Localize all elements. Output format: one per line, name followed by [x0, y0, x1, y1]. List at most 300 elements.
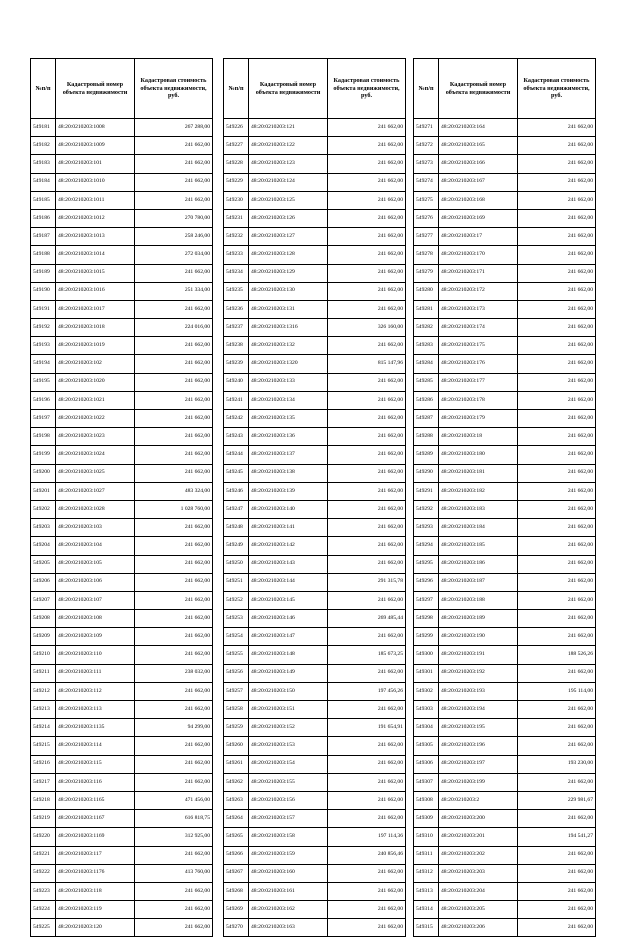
- cadastral-number: 48:20:0210203:178: [439, 391, 518, 409]
- row-number: 549192: [31, 319, 56, 337]
- cadastral-number: 48:20:0210203:201: [439, 828, 518, 846]
- row-number: 549249: [224, 537, 249, 555]
- cadastral-number: 48:20:0210203:158: [249, 828, 328, 846]
- row-number: 549268: [224, 882, 249, 900]
- cadastral-number: 48:20:0210203:130: [249, 282, 328, 300]
- row-number: 549266: [224, 846, 249, 864]
- cadastral-value: 241 662,00: [328, 864, 406, 882]
- cadastral-table-1: [30, 58, 213, 937]
- row-number: 549272: [414, 137, 439, 155]
- row-number: 549201: [31, 482, 56, 500]
- cadastral-value: 241 662,00: [518, 701, 596, 719]
- cadastral-value: 241 662,00: [518, 500, 596, 518]
- cadastral-number: 48:20:0210203:1320: [249, 355, 328, 373]
- table-row: [224, 519, 406, 537]
- cadastral-number: 48:20:0210203:192: [439, 664, 518, 682]
- table-row: [224, 355, 406, 373]
- row-number: 549236: [224, 300, 249, 318]
- cadastral-number: 48:20:0210203:1169: [56, 828, 135, 846]
- table-row: [414, 701, 596, 719]
- table-row: [224, 919, 406, 937]
- cadastral-number: 48:20:0210203:177: [439, 373, 518, 391]
- row-number: 549191: [31, 300, 56, 318]
- cadastral-value: 241 662,00: [135, 737, 213, 755]
- cadastral-value: 238 032,00: [135, 664, 213, 682]
- table-row: [224, 864, 406, 882]
- row-number: 549215: [31, 737, 56, 755]
- cadastral-number: 48:20:0210203:1135: [56, 719, 135, 737]
- table-row: [31, 155, 213, 173]
- cadastral-number: 48:20:0210203:104: [56, 537, 135, 555]
- cadastral-number: 48:20:0210203:1024: [56, 446, 135, 464]
- row-number: 549209: [31, 628, 56, 646]
- row-number: 549281: [414, 300, 439, 318]
- cadastral-number: 48:20:0210203:194: [439, 701, 518, 719]
- row-number: 549216: [31, 755, 56, 773]
- cadastral-number: 48:20:0210203:1016: [56, 282, 135, 300]
- cadastral-number: 48:20:0210203:1019: [56, 337, 135, 355]
- cadastral-value: 241 662,00: [135, 391, 213, 409]
- cadastral-number: 48:20:0210203:132: [249, 337, 328, 355]
- cadastral-number: 48:20:0210203:202: [439, 846, 518, 864]
- table-row: [224, 209, 406, 227]
- table-row: [224, 482, 406, 500]
- table-row: [414, 864, 596, 882]
- table-row: [31, 319, 213, 337]
- table-row: [414, 664, 596, 682]
- cadastral-value: 241 662,00: [518, 464, 596, 482]
- table-row: [224, 119, 406, 137]
- cadastral-number: 48:20:0210203:1017: [56, 300, 135, 318]
- table-row: [414, 919, 596, 937]
- cadastral-number: 48:20:0210203:101: [56, 155, 135, 173]
- cadastral-value: 241 662,00: [135, 628, 213, 646]
- row-number: 549293: [414, 519, 439, 537]
- cadastral-number: 48:20:0210203:114: [56, 737, 135, 755]
- table-row: [224, 137, 406, 155]
- cadastral-value: 241 662,00: [518, 428, 596, 446]
- cadastral-value: 241 662,00: [518, 155, 596, 173]
- row-number: 549228: [224, 155, 249, 173]
- row-number: 549298: [414, 610, 439, 628]
- row-number: 549188: [31, 246, 56, 264]
- cadastral-value: 241 662,00: [135, 410, 213, 428]
- cadastral-number: 48:20:0210203:181: [439, 464, 518, 482]
- cadastral-value: 312 925,00: [135, 828, 213, 846]
- row-number: 549187: [31, 228, 56, 246]
- header-value: Кадастровая стоимость объекта недвижимости, руб.: [328, 59, 406, 119]
- row-number: 549258: [224, 701, 249, 719]
- cadastral-number: 48:20:0210203:106: [56, 573, 135, 591]
- row-number: 549248: [224, 519, 249, 537]
- row-number: 549315: [414, 919, 439, 937]
- cadastral-value: 241 662,00: [518, 319, 596, 337]
- cadastral-number: 48:20:0210203:156: [249, 791, 328, 809]
- cadastral-value: 241 662,00: [328, 246, 406, 264]
- cadastral-value: 241 662,00: [328, 701, 406, 719]
- table-row: [31, 410, 213, 428]
- cadastral-value: 241 662,00: [328, 300, 406, 318]
- cadastral-value: 241 662,00: [328, 664, 406, 682]
- cadastral-value: 241 662,00: [328, 519, 406, 537]
- cadastral-number: 48:20:0210203:176: [439, 355, 518, 373]
- cadastral-number: 48:20:0210203:137: [249, 446, 328, 464]
- cadastral-value: 241 662,00: [135, 300, 213, 318]
- cadastral-value: 241 662,00: [518, 391, 596, 409]
- table-row: [31, 810, 213, 828]
- row-number: 549234: [224, 264, 249, 282]
- cadastral-number: 48:20:0210203:182: [439, 482, 518, 500]
- cadastral-value: 188 526,26: [518, 646, 596, 664]
- row-number: 549184: [31, 173, 56, 191]
- cadastral-number: 48:20:0210203:151: [249, 701, 328, 719]
- table-row: [224, 755, 406, 773]
- cadastral-number: 48:20:0210203:113: [56, 701, 135, 719]
- cadastral-number: 48:20:0210203:1021: [56, 391, 135, 409]
- table-row: [224, 628, 406, 646]
- table-row: [414, 737, 596, 755]
- row-number: 549262: [224, 773, 249, 791]
- cadastral-value: 241 662,00: [328, 264, 406, 282]
- cadastral-number: 48:20:0210203:1023: [56, 428, 135, 446]
- cadastral-value: 241 662,00: [135, 646, 213, 664]
- cadastral-value: 326 160,00: [328, 319, 406, 337]
- table-row: [224, 737, 406, 755]
- row-number: 549273: [414, 155, 439, 173]
- row-number: 549276: [414, 209, 439, 227]
- table-row: [31, 701, 213, 719]
- row-number: 549229: [224, 173, 249, 191]
- cadastral-value: 241 662,00: [518, 191, 596, 209]
- cadastral-number: 48:20:0210203:197: [439, 755, 518, 773]
- table-row: [224, 428, 406, 446]
- cadastral-value: 241 662,00: [135, 355, 213, 373]
- table-row: [31, 537, 213, 555]
- cadastral-number: 48:20:0210203:188: [439, 591, 518, 609]
- row-number: 549269: [224, 901, 249, 919]
- table-row: [224, 646, 406, 664]
- cadastral-number: 48:20:0210203:122: [249, 137, 328, 155]
- cadastral-number: 48:20:0210203:190: [439, 628, 518, 646]
- row-number: 549285: [414, 373, 439, 391]
- row-number: 549206: [31, 573, 56, 591]
- cadastral-value: 195 114,00: [518, 682, 596, 700]
- cadastral-value: 241 662,00: [518, 591, 596, 609]
- cadastral-value: 241 662,00: [518, 482, 596, 500]
- row-number: 549304: [414, 719, 439, 737]
- cadastral-number: 48:20:0210203:162: [249, 901, 328, 919]
- cadastral-value: 194 541,27: [518, 828, 596, 846]
- cadastral-number: 48:20:0210203:180: [439, 446, 518, 464]
- cadastral-value: 270 780,00: [135, 209, 213, 227]
- table-row: [414, 137, 596, 155]
- row-number: 549259: [224, 719, 249, 737]
- table-row: [31, 719, 213, 737]
- header-code: Кадастровый номер объекта недвижимости: [439, 59, 518, 119]
- cadastral-number: 48:20:0210203:171: [439, 264, 518, 282]
- table-row: [31, 864, 213, 882]
- row-number: 549199: [31, 446, 56, 464]
- cadastral-value: 241 662,00: [518, 173, 596, 191]
- cadastral-value: 241 662,00: [135, 573, 213, 591]
- table-row: [224, 464, 406, 482]
- cadastral-value: 241 662,00: [135, 428, 213, 446]
- row-number: 549307: [414, 773, 439, 791]
- row-number: 549305: [414, 737, 439, 755]
- cadastral-number: 48:20:0210203:120: [56, 919, 135, 937]
- row-number: 549303: [414, 701, 439, 719]
- table-row: [414, 282, 596, 300]
- row-number: 549253: [224, 610, 249, 628]
- table-row: [414, 464, 596, 482]
- cadastral-number: 48:20:0210203:1014: [56, 246, 135, 264]
- table-row: [414, 882, 596, 900]
- table-row: [31, 682, 213, 700]
- cadastral-number: 48:20:0210203:1025: [56, 464, 135, 482]
- row-number: 549197: [31, 410, 56, 428]
- cadastral-value: 241 662,00: [518, 573, 596, 591]
- cadastral-value: 241 662,00: [328, 919, 406, 937]
- cadastral-number: 48:20:0210203:179: [439, 410, 518, 428]
- cadastral-number: 48:20:0210203:1022: [56, 410, 135, 428]
- table-row: [31, 209, 213, 227]
- cadastral-number: 48:20:0210203:17: [439, 228, 518, 246]
- table-row: [414, 482, 596, 500]
- cadastral-value: 616 818,75: [135, 810, 213, 828]
- row-number: 549310: [414, 828, 439, 846]
- table-row: [31, 846, 213, 864]
- cadastral-value: 185 673,25: [328, 646, 406, 664]
- row-number: 549250: [224, 555, 249, 573]
- cadastral-number: 48:20:0210203:1176: [56, 864, 135, 882]
- cadastral-number: 48:20:0210203:109: [56, 628, 135, 646]
- row-number: 549246: [224, 482, 249, 500]
- cadastral-number: 48:20:0210203:150: [249, 682, 328, 700]
- cadastral-value: 241 662,00: [518, 664, 596, 682]
- cadastral-number: 48:20:0210203:133: [249, 373, 328, 391]
- cadastral-number: 48:20:0210203:166: [439, 155, 518, 173]
- table-row: [414, 446, 596, 464]
- cadastral-value: 241 662,00: [328, 810, 406, 828]
- cadastral-value: 241 662,00: [135, 773, 213, 791]
- cadastral-value: 272 034,00: [135, 246, 213, 264]
- cadastral-value: 241 662,00: [518, 519, 596, 537]
- table-row: [224, 810, 406, 828]
- cadastral-number: 48:20:0210203:143: [249, 555, 328, 573]
- cadastral-value: 241 662,00: [518, 282, 596, 300]
- table-row: [224, 319, 406, 337]
- cadastral-value: 193 230,00: [518, 755, 596, 773]
- row-number: 549275: [414, 191, 439, 209]
- cadastral-value: 241 662,00: [135, 537, 213, 555]
- cadastral-value: 241 662,00: [328, 591, 406, 609]
- cadastral-number: 48:20:0210203:117: [56, 846, 135, 864]
- table-row: [224, 500, 406, 518]
- cadastral-value: 241 662,00: [135, 446, 213, 464]
- table-row: [414, 191, 596, 209]
- cadastral-number: 48:20:0210203:183: [439, 500, 518, 518]
- row-number: 549202: [31, 500, 56, 518]
- cadastral-value: 241 662,00: [518, 446, 596, 464]
- cadastral-number: 48:20:0210203:193: [439, 682, 518, 700]
- cadastral-value: 241 662,00: [328, 791, 406, 809]
- row-number: 549242: [224, 410, 249, 428]
- cadastral-number: 48:20:0210203:119: [56, 901, 135, 919]
- table-row: [414, 901, 596, 919]
- row-number: 549263: [224, 791, 249, 809]
- row-number: 549243: [224, 428, 249, 446]
- cadastral-value: 241 662,00: [328, 464, 406, 482]
- cadastral-number: 48:20:0210203:206: [439, 919, 518, 937]
- header-value: Кадастровая стоимость объекта недвижимости, руб.: [518, 59, 596, 119]
- table-row: [414, 755, 596, 773]
- cadastral-number: 48:20:0210203:145: [249, 591, 328, 609]
- cadastral-value: 241 662,00: [328, 882, 406, 900]
- row-number: 549255: [224, 646, 249, 664]
- table-row: [224, 828, 406, 846]
- cadastral-value: 241 662,00: [328, 755, 406, 773]
- table-row: [31, 264, 213, 282]
- row-number: 549306: [414, 755, 439, 773]
- cadastral-value: 241 662,00: [135, 191, 213, 209]
- table-row: [414, 410, 596, 428]
- row-number: 549257: [224, 682, 249, 700]
- cadastral-value: 471 456,00: [135, 791, 213, 809]
- table-body: [224, 119, 406, 937]
- cadastral-number: 48:20:0210203:124: [249, 173, 328, 191]
- cadastral-number: 48:20:0210203:126: [249, 209, 328, 227]
- row-number: 549296: [414, 573, 439, 591]
- cadastral-value: 241 662,00: [328, 119, 406, 137]
- table-row: [31, 173, 213, 191]
- row-number: 549283: [414, 337, 439, 355]
- cadastral-number: 48:20:0210203:1010: [56, 173, 135, 191]
- cadastral-number: 48:20:0210203:108: [56, 610, 135, 628]
- cadastral-value: 224 016,00: [135, 319, 213, 337]
- table-row: [224, 573, 406, 591]
- table-row: [31, 228, 213, 246]
- table-row: [414, 500, 596, 518]
- row-number: 549223: [31, 882, 56, 900]
- cadastral-value: 241 662,00: [328, 228, 406, 246]
- row-number: 549233: [224, 246, 249, 264]
- table-row: [31, 791, 213, 809]
- row-number: 549313: [414, 882, 439, 900]
- table-row: [224, 282, 406, 300]
- cadastral-value: 241 662,00: [328, 373, 406, 391]
- cadastral-number: 48:20:0210203:111: [56, 664, 135, 682]
- cadastral-number: 48:20:0210203:185: [439, 537, 518, 555]
- row-number: 549185: [31, 191, 56, 209]
- cadastral-value: 241 662,00: [328, 537, 406, 555]
- cadastral-number: 48:20:0210203:123: [249, 155, 328, 173]
- cadastral-number: 48:20:0210203:203: [439, 864, 518, 882]
- header-value: Кадастровая стоимость объекта недвижимости, руб.: [135, 59, 213, 119]
- cadastral-number: 48:20:0210203:142: [249, 537, 328, 555]
- table-row: [414, 209, 596, 227]
- table-row: [31, 428, 213, 446]
- table-row: [414, 373, 596, 391]
- cadastral-value: 241 662,00: [518, 537, 596, 555]
- cadastral-value: 191 654,91: [328, 719, 406, 737]
- table-row: [31, 355, 213, 373]
- cadastral-number: 48:20:0210203:191: [439, 646, 518, 664]
- row-number: 549282: [414, 319, 439, 337]
- row-number: 549214: [31, 719, 56, 737]
- table-row: [31, 901, 213, 919]
- cadastral-number: 48:20:0210203:187: [439, 573, 518, 591]
- cadastral-value: 241 662,00: [518, 228, 596, 246]
- row-number: 549211: [31, 664, 56, 682]
- cadastral-number: 48:20:0210203:175: [439, 337, 518, 355]
- table-row: [31, 519, 213, 537]
- row-number: 549240: [224, 373, 249, 391]
- table-row: [224, 773, 406, 791]
- table-row: [224, 882, 406, 900]
- table-row: [31, 610, 213, 628]
- cadastral-number: 48:20:0210203:172: [439, 282, 518, 300]
- cadastral-value: 241 662,00: [518, 846, 596, 864]
- row-number: 549212: [31, 682, 56, 700]
- cadastral-number: 48:20:0210203:147: [249, 628, 328, 646]
- cadastral-value: 240 856,46: [328, 846, 406, 864]
- row-number: 549230: [224, 191, 249, 209]
- row-number: 549274: [414, 173, 439, 191]
- cadastral-value: 241 662,00: [328, 428, 406, 446]
- cadastral-number: 48:20:0210203:138: [249, 464, 328, 482]
- cadastral-number: 48:20:0210203:170: [439, 246, 518, 264]
- row-number: 549207: [31, 591, 56, 609]
- cadastral-number: 48:20:0210203:1015: [56, 264, 135, 282]
- table-row: [414, 846, 596, 864]
- cadastral-value: 241 662,00: [135, 901, 213, 919]
- table-row: [224, 446, 406, 464]
- cadastral-value: 241 662,00: [518, 628, 596, 646]
- row-number: 549227: [224, 137, 249, 155]
- cadastral-number: 48:20:0210203:115: [56, 755, 135, 773]
- table-row: [414, 337, 596, 355]
- row-number: 549245: [224, 464, 249, 482]
- row-number: 549205: [31, 555, 56, 573]
- table-body: [414, 119, 596, 937]
- cadastral-value: 241 662,00: [135, 591, 213, 609]
- cadastral-number: 48:20:0210203:107: [56, 591, 135, 609]
- cadastral-value: 241 662,00: [518, 373, 596, 391]
- cadastral-number: 48:20:0210203:144: [249, 573, 328, 591]
- cadastral-value: 241 662,00: [328, 282, 406, 300]
- cadastral-number: 48:20:0210203:155: [249, 773, 328, 791]
- cadastral-value: 241 662,00: [135, 610, 213, 628]
- cadastral-number: 48:20:0210203:149: [249, 664, 328, 682]
- table-row: [224, 791, 406, 809]
- row-number: 549238: [224, 337, 249, 355]
- cadastral-value: 241 662,00: [135, 846, 213, 864]
- row-number: 549186: [31, 209, 56, 227]
- cadastral-value: 241 662,00: [518, 882, 596, 900]
- cadastral-number: 48:20:0210203:1165: [56, 791, 135, 809]
- cadastral-value: 241 662,00: [518, 810, 596, 828]
- table-row: [224, 846, 406, 864]
- row-number: 549235: [224, 282, 249, 300]
- table-row: [224, 664, 406, 682]
- cadastral-number: 48:20:0210203:1008: [56, 119, 135, 137]
- cadastral-number: 48:20:0210203:146: [249, 610, 328, 628]
- row-number: 549237: [224, 319, 249, 337]
- cadastral-value: 815 147,96: [328, 355, 406, 373]
- row-number: 549182: [31, 137, 56, 155]
- row-number: 549288: [414, 428, 439, 446]
- table-row: [414, 791, 596, 809]
